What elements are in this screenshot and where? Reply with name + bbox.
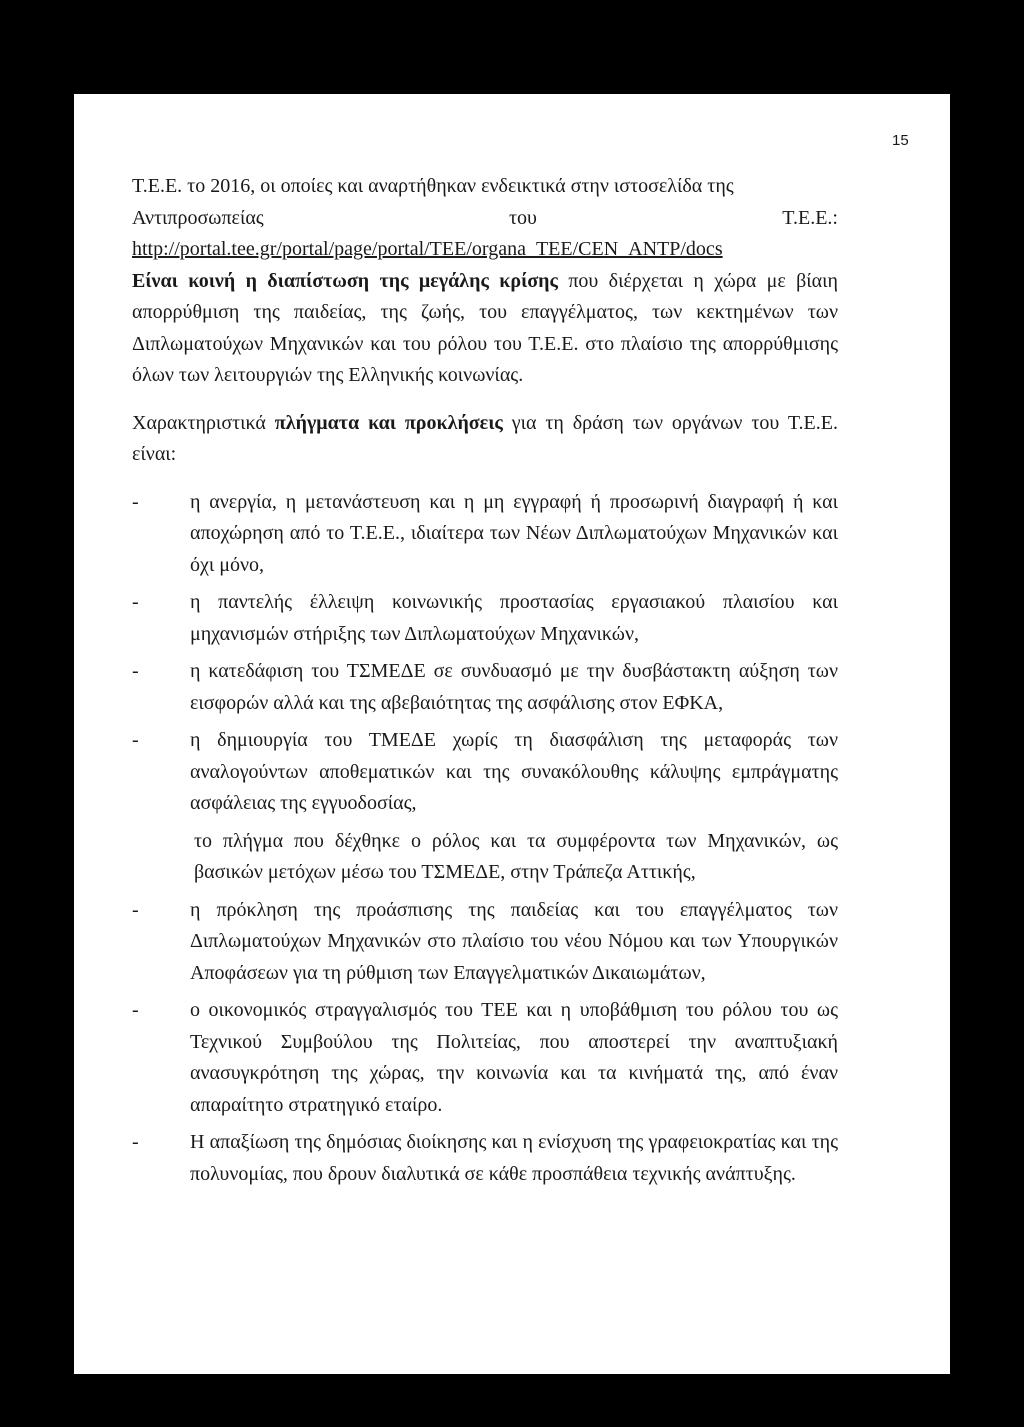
intro-line-2 xyxy=(132,203,838,235)
list-item-text: ο οικονομικός στραγγαλισμός του ΤΕΕ και η υποβάθμιση του ρόλου του ως Τεχνικού Συμβούλου της Πολιτείας, που αποστερεί την αναπτυξιακή ανασυγκρότηση της χώρας, την κοινωνία και τα κινήματά της, από έναν απαραίτητο στρατηγικό εταίρο. xyxy=(190,999,838,1116)
list-item xyxy=(132,725,838,820)
list-dash: - xyxy=(132,660,139,682)
list-item xyxy=(132,656,838,719)
crisis-bold-text: Είναι κοινή η διαπίστωση της μεγάλης κρίσης xyxy=(132,269,558,292)
page-number: 15 xyxy=(892,132,909,149)
crisis-rest-text: που διέρχεται η χώρα με βίαιη απορρύθμιση της παιδείας, της ζωής, του επαγγέλματος, των κεκτημένων των Διπλωματούχων Μηχανικών και του ρόλου του Τ.Ε.Ε. στο πλαίσιο της απορρύθμισης όλων των λειτουργιών της Ελληνικής κοινωνίας. xyxy=(132,269,838,386)
list-dash: - xyxy=(132,898,139,921)
document-link[interactable]: http://portal.tee.gr/portal/page/portal/TEE/organa_TEE/CEN_ANTP/docs xyxy=(132,238,723,260)
list-item-text: η πρόκληση της προάσπισης της παιδείας και του επαγγέλματος των Διπλωματούχων Μηχανικών στο πλαίσιο του νέου Νόμου και των Υπουργικών Αποφάσεων για τη ρύθμιση των Επαγγελματικών Δικαιωμάτων, xyxy=(190,898,838,984)
list-item xyxy=(132,1127,838,1190)
list-item-text: η κατεδάφιση του ΤΣΜΕΔΕ σε συνδυασμό με την δυσβάστακτη αύξηση των εισφορών αλλά και της αβεβαιότητας της ασφάλισης στον ΕΦΚΑ, xyxy=(190,660,838,714)
challenges-prefix: Χαρακτηριστικά xyxy=(132,411,275,434)
list-item xyxy=(132,587,838,650)
challenges-bold: πλήγματα και προκλήσεις xyxy=(274,411,503,434)
challenges-suffix: για τη δράση των οργάνων του Τ.Ε.Ε. είναι: xyxy=(132,411,838,465)
list-item-text: το πλήγμα που δέχθηκε ο ρόλος και τα συμφέροντα των Μηχανικών, ως βασικών μετόχων μέσω του ΤΣΜΕΔΕ, στην Τράπεζα Αττικής, xyxy=(194,829,838,883)
list-item-text: η ανεργία, η μετανάστευση και η μη εγγραφή ή προσωρινή διαγραφή ή και αποχώρηση από το Τ.Ε.Ε., ιδιαίτερα των Νέων Διπλωματούχων Μηχανικών και όχι μόνο, xyxy=(190,490,838,576)
list-item xyxy=(132,995,838,1121)
challenges-paragraph xyxy=(132,408,838,471)
list-item xyxy=(132,895,838,990)
document-body xyxy=(132,171,838,1196)
list-item-text: η δημιουργία του ΤΜΕΔΕ χωρίς τη διασφάλιση της μεταφοράς των αναλογούντων αποθεματικών και της συνακόλουθης κάλυψης εμπράγματης ασφάλειας της εγγυοδοσίας, xyxy=(190,729,838,814)
list-dash: - xyxy=(132,490,139,513)
list-item xyxy=(132,487,838,582)
intro-line-2-c: Τ.Ε.Ε.: xyxy=(782,206,838,229)
list-dash: - xyxy=(132,999,139,1021)
intro-line-1: Τ.Ε.Ε. το 2016, οι οποίες και αναρτήθηκαν ενδεικτικά στην ιστοσελίδα της xyxy=(132,175,734,197)
document-page xyxy=(74,94,950,1374)
intro-line-2-b: του xyxy=(509,206,537,229)
crisis-paragraph xyxy=(132,266,838,392)
list-item xyxy=(132,826,838,889)
list-dash: - xyxy=(132,1131,139,1153)
list-item-text: η παντελής έλλειψη κοινωνικής προστασίας εργασιακού πλαισίου και μηχανισμών στήριξης των Διπλωματούχων Μηχανικών, xyxy=(190,591,838,645)
challenges-list xyxy=(132,487,838,1191)
intro-line-2-a: Αντιπροσωπείας xyxy=(132,206,264,229)
list-item-text: Η απαξίωση της δημόσιας διοίκησης και η ενίσχυση της γραφειοκρατίας και της πολυνομίας, που δρουν διαλυτικά σε κάθε προσπάθεια τεχνικής ανάπτυξης. xyxy=(190,1131,838,1185)
list-dash: - xyxy=(132,591,139,613)
list-dash: - xyxy=(132,729,139,751)
